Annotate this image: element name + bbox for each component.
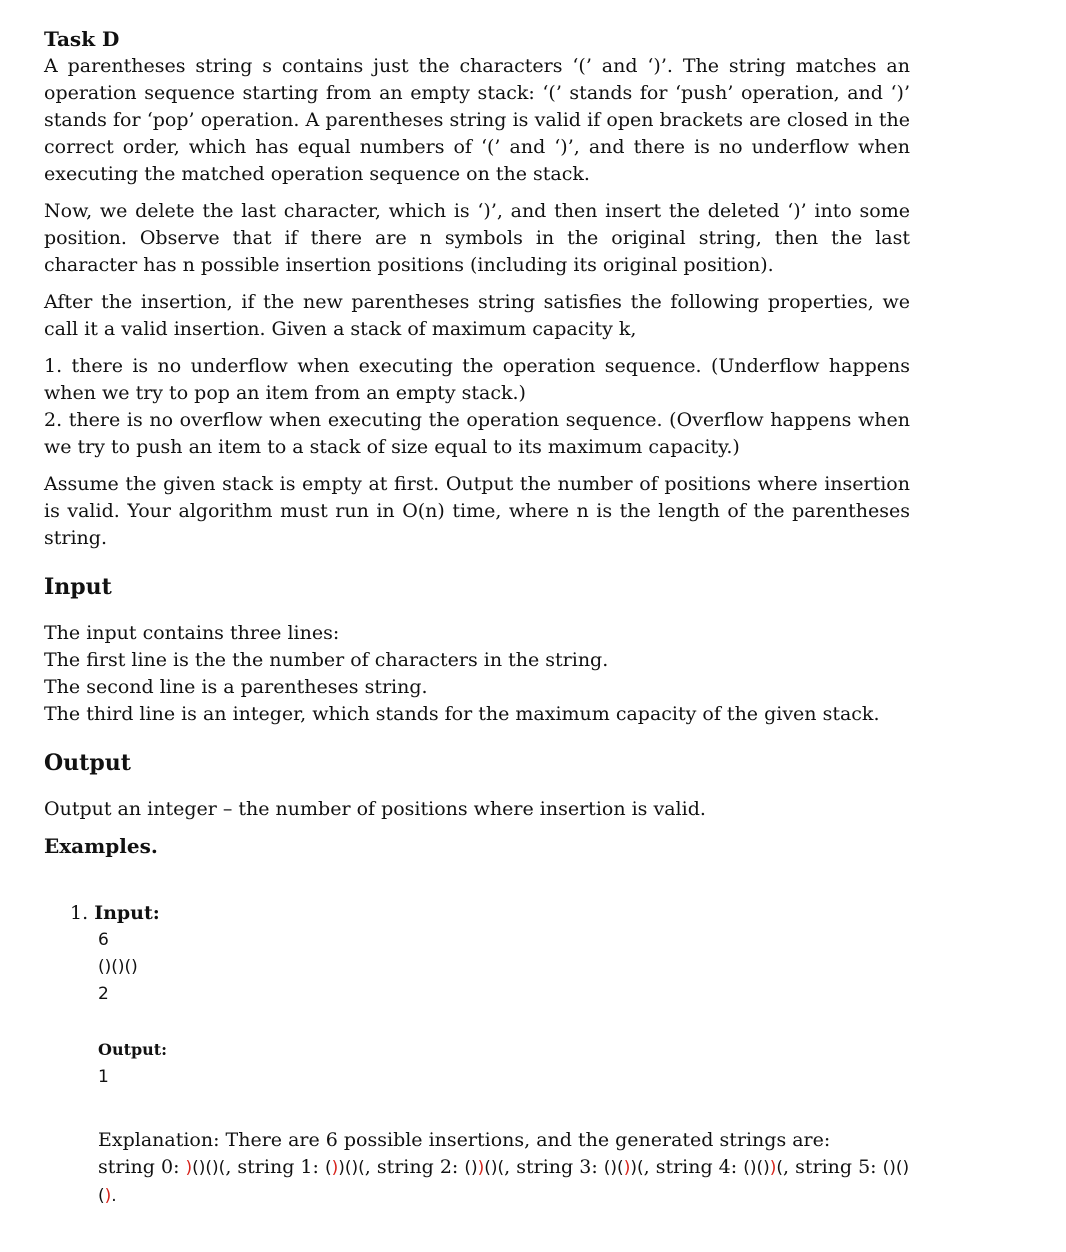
- string-prefix: ()(): [743, 1158, 770, 1178]
- examples-title: Examples.: [44, 834, 158, 858]
- explanation-string-1: string 1: ())()(,: [237, 1156, 377, 1178]
- input-line: The input contains three lines:: [44, 622, 340, 644]
- string-label: string 2:: [376, 1156, 465, 1178]
- string-suffix: ()(: [484, 1158, 505, 1178]
- string-suffix: (: [776, 1158, 784, 1178]
- input-heading: Input: [44, 574, 112, 600]
- inserted-paren: ): [769, 1158, 777, 1178]
- string-label: string 0:: [98, 1156, 186, 1178]
- intro-paragraph-2: Now, we delete the last character, which is ‘)’, and then insert the deleted ‘)’ into some position. Observe that if there are n symbols in the original string, then the last character has n possible insertion positions (including its original position).: [44, 200, 910, 276]
- string-value: [325, 1158, 365, 1178]
- document-page: [44, 26, 910, 1210]
- property-item-1: 1. there is no underflow when executing the operation sequence. (Underflow happens when we try to pop an item from an empty stack.): [44, 355, 910, 404]
- example-number: 1.: [70, 902, 89, 924]
- string-value: [186, 1158, 226, 1178]
- inserted-paren: ): [477, 1158, 485, 1178]
- input-description: [44, 620, 910, 728]
- string-prefix: ()()(: [98, 1158, 910, 1206]
- example-explanation: [98, 1127, 910, 1210]
- explanation-string-4: string 4: ()())(,: [655, 1156, 796, 1178]
- string-suffix: )(: [630, 1158, 644, 1178]
- output-heading: Output: [44, 750, 131, 776]
- string-suffix: ()()(: [192, 1158, 226, 1178]
- example-input-header: [70, 900, 910, 927]
- example-input-label: Input:: [94, 902, 160, 924]
- example-input-line: 6: [98, 930, 109, 950]
- inserted-paren: ): [623, 1158, 631, 1178]
- property-list: [44, 353, 910, 461]
- string-label: string 3:: [516, 1156, 604, 1178]
- string-prefix: (: [324, 1158, 332, 1178]
- output-description: Output an integer – the number of positions where insertion is valid.: [44, 798, 706, 820]
- inserted-paren: ): [104, 1186, 112, 1206]
- explanation-string-0: string 0: )()()(,: [98, 1156, 238, 1178]
- string-value: [743, 1158, 783, 1178]
- input-line: The second line is a parentheses string.: [44, 676, 428, 698]
- string-label: string 1:: [237, 1156, 325, 1178]
- intro-paragraph-4: Assume the given stack is empty at first. Output the number of positions where insertion is valid. Your algorithm must run in O(n) time, where n is the length of the parentheses string.: [44, 473, 910, 549]
- example-output: [98, 1040, 910, 1087]
- task-title: Task D: [44, 27, 120, 51]
- input-line: The first line is the the number of characters in the string.: [44, 649, 609, 671]
- string-prefix: ()(: [603, 1158, 624, 1178]
- example-output-label: Output:: [98, 1040, 168, 1059]
- string-value: [604, 1158, 644, 1178]
- example-output-value: 1: [98, 1067, 109, 1087]
- string-value: [464, 1158, 504, 1178]
- explanation-string-2: string 2: ())()(,: [376, 1156, 517, 1178]
- explanation-string-3: string 3: ()())(,: [516, 1156, 656, 1178]
- example-input-line: ()()(): [98, 957, 138, 977]
- explanation-strings: [98, 1156, 909, 1206]
- example-input-line: 2: [98, 984, 109, 1004]
- string-label: string 5:: [795, 1156, 883, 1178]
- string-suffix: )()(: [338, 1158, 365, 1178]
- inserted-paren: ): [185, 1158, 193, 1178]
- intro-paragraph-1: A parentheses string s contains just the characters ‘(’ and ‘)’. The string matches an operation sequence starting from an empty stack: ‘(’ stands for ‘push’ operation, and ‘)’ stands for ‘pop’ operation. A parentheses string is valid if open brackets are closed in the correct order, which has equal numbers of ‘(’ and ‘)’, and there is no underflow when executing the matched operation sequence on the stack.: [44, 55, 910, 185]
- example-input-values: [98, 927, 910, 1008]
- explanation-lead: Explanation: There are 6 possible insertions, and the generated strings are:: [98, 1129, 831, 1151]
- property-item-2: 2. there is no overflow when executing the operation sequence. (Overflow happens when we try to push an item to a stack of size equal to its maximum capacity.): [44, 409, 910, 458]
- string-prefix: (): [464, 1158, 478, 1178]
- string-label: string 4:: [655, 1156, 744, 1178]
- intro-paragraph-3: After the insertion, if the new parentheses string satisfies the following properties, we call it a valid insertion. Given a stack of maximum capacity k,: [44, 291, 910, 340]
- string-suffix: .: [111, 1186, 117, 1206]
- inserted-paren: ): [331, 1158, 339, 1178]
- example-1: [70, 900, 910, 1210]
- input-line: The third line is an integer, which stands for the maximum capacity of the given stack.: [44, 703, 880, 725]
